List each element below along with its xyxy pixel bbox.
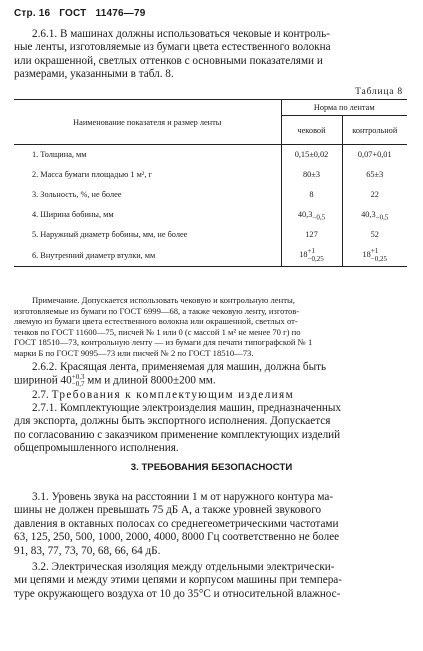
check-value: 127 xyxy=(281,225,342,245)
text-line: ляемую из бумаги цвета естественного волокна или окрашенной, светлых от- xyxy=(14,316,298,327)
text-line: 63, 125, 250, 500, 1000, 2000, 4000, 8000 Гц соответственно не более xyxy=(14,531,340,544)
table-row xyxy=(14,185,407,205)
heading-2-7 xyxy=(32,389,409,402)
table-row xyxy=(14,205,407,225)
value-tolerance-upper: +1 xyxy=(370,247,379,256)
row-name: 5. Наружный диаметр бобины, мм, не более xyxy=(32,230,188,239)
text-line: ные ленты, изготовляемые из бумаги цвета естественного волокна xyxy=(14,41,331,54)
column-header-control: контрольной xyxy=(342,116,407,145)
row-name: 1. Толщина, мм xyxy=(32,150,87,160)
control-value: 52 xyxy=(342,225,407,245)
paragraph-2-6-1 xyxy=(14,28,409,82)
tolerance-stack xyxy=(72,374,85,388)
standard-label: ГОСТ xyxy=(59,8,87,19)
text-line: ми цепями и между этими цепями и корпусом машины при темпера- xyxy=(14,574,342,587)
text-line: для экспорта, должны быть экспортного исполнения. Допускается xyxy=(14,415,331,428)
check-value: 80±3 xyxy=(281,165,342,185)
text-line: 2.6.2. Красящая лента, применяемая для машин, должна быть xyxy=(32,361,327,373)
check-value: 8 xyxy=(281,185,342,205)
standard-number: 11476—79 xyxy=(95,8,146,19)
page-number: Стр. 16 xyxy=(14,8,51,19)
tolerance-stack xyxy=(308,247,324,263)
text-line: 3.1. Уровень звука на расстоянии 1 м от наружного контура ма- xyxy=(32,491,334,503)
text-span: мм и длиной 8000±200 мм. xyxy=(84,374,216,387)
check-value: 0,15±0,02 xyxy=(281,145,342,165)
text-line: по согласованию с заказчиком применение комплектующих изделий xyxy=(14,428,341,441)
paragraph-2-7-1 xyxy=(14,402,409,456)
table-row xyxy=(14,225,407,245)
section-heading: 3. ТРЕБОВАНИЯ БЕЗОПАСНОСТИ xyxy=(130,462,293,473)
text-line: давления в октавных полосах со среднегеометрическими частотами xyxy=(14,517,339,530)
value-tolerance-lower: −0,5 xyxy=(375,213,389,222)
table-row xyxy=(14,245,407,267)
table-8 xyxy=(14,99,407,267)
text-line: марки Б по ГОСТ 9095—73 или писчей № 2 по ГОСТ 18510—73. xyxy=(14,347,254,358)
column-group-header: Норма по лентам xyxy=(281,100,407,116)
column-header-name: Наименование показателя и размер ленты xyxy=(14,100,281,145)
value-base: 18 xyxy=(299,250,308,260)
control-value xyxy=(342,205,407,225)
value-base: 40,3 xyxy=(297,210,313,219)
check-value xyxy=(281,205,342,225)
paragraph-3-1 xyxy=(14,491,409,558)
control-value: 22 xyxy=(342,185,407,205)
text-line: изготовляемые из бумаги по ГОСТ 6999—68, а также чековую ленту, изготов- xyxy=(14,305,300,316)
text-span: шириной 40 xyxy=(14,374,72,387)
heading-title: Требования к комплектующим изделиям xyxy=(51,389,295,401)
row-name: 4. Ширина бобины, мм xyxy=(32,210,114,219)
row-name: 3. Зольность, %, не более xyxy=(32,190,122,199)
text-line: 2.7.1. Комплектующие электроизделия машин, предназначенных xyxy=(32,402,342,414)
row-name: 2. Масса бумаги площадью 1 м², г xyxy=(32,170,152,179)
text-line: туре окружающего воздуха от 10 до 35°С и относительной влажнос- xyxy=(14,587,341,600)
control-value xyxy=(342,245,407,267)
heading-number: 2.7. xyxy=(32,389,49,401)
table-row xyxy=(14,165,407,185)
row-name: 6. Внутренний диаметр втулки, мм xyxy=(32,250,156,260)
text-line: или окрашенной, светлых оттенков с основными показателями и xyxy=(14,54,323,67)
text-line: 2.6.1. В машинах должны использоваться чековые и контроль- xyxy=(32,28,330,40)
text-line: 91, 83, 77, 73, 70, 68, 66, 64 дБ. xyxy=(14,544,161,557)
text-line: тенков по ГОСТ 11600—75, писчей № 1 или 0 (с массой 1 м² не менее 70 г) по xyxy=(14,326,301,337)
text-line: ГОСТ 18510—73, контрольную ленту — из бумаги для печати типографской № 1 xyxy=(14,337,313,348)
paragraph-3-2 xyxy=(14,561,409,601)
control-value: 65±3 xyxy=(342,165,407,185)
paragraph-2-6-2 xyxy=(14,361,409,388)
value-tolerance-upper: +1 xyxy=(307,247,315,256)
table-row xyxy=(14,145,407,165)
text-line xyxy=(14,374,409,388)
value-tolerance-upper: +0,3 xyxy=(71,373,85,382)
control-value: 0,07+0,01 xyxy=(342,145,407,165)
text-line: 3.2. Электрическая изоляция между отдельными электрически- xyxy=(32,561,335,573)
value-base: 40,3 xyxy=(361,210,376,219)
check-value xyxy=(281,245,342,267)
value-tolerance-lower: −0,5 xyxy=(312,213,326,222)
table-note xyxy=(14,295,409,359)
page-header xyxy=(14,8,145,19)
text-line: Примечание. Допускается использовать чековую и контрольную ленты, xyxy=(32,295,295,305)
value-tolerance-lower: −0,25 xyxy=(370,255,387,264)
column-header-check: чековой xyxy=(281,116,342,145)
text-line: размерами, указанными в табл. 8. xyxy=(14,68,174,81)
table-number: Таблица 8 xyxy=(355,87,403,97)
value-base: 18 xyxy=(362,250,371,260)
text-line: шины не должен превышать 75 дБ А, а также уровней звукового xyxy=(14,504,322,517)
value-tolerance-lower: −0,25 xyxy=(307,255,324,264)
text-line: общепромышленного исполнения. xyxy=(14,442,179,455)
value-tolerance-lower: −0,7 xyxy=(71,380,85,389)
tolerance-stack xyxy=(371,247,387,263)
